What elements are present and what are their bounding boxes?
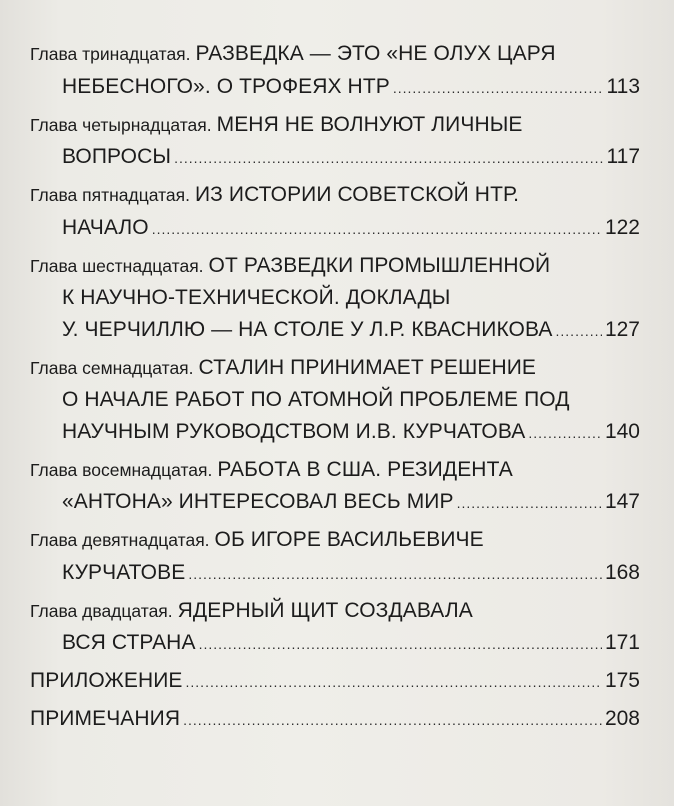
- dot-leader: [174, 143, 603, 175]
- chapter-title-line: У. ЧЕРЧИЛЛЮ — НА СТОЛЕ У Л.Р. КВАСНИКОВА: [62, 317, 553, 341]
- section-title: ПРИЛОЖЕНИЕ: [30, 669, 183, 692]
- toc-entry-line: [30, 250, 640, 283]
- chapter-label: Глава восемнадцатая.: [30, 459, 213, 480]
- chapter-title-line: РАБОТА В США. РЕЗИДЕНТА: [217, 457, 513, 481]
- chapter-title-line: ВОПРОСЫ: [62, 145, 172, 168]
- toc-entry-line: [30, 314, 640, 348]
- chapter-label: Глава четырнадцатая.: [30, 114, 212, 135]
- toc-entry-notes[interactable]: [30, 703, 640, 737]
- chapter-title-line: ИЗ ИСТОРИИ СОВЕТСКОЙ НТР.: [194, 183, 520, 206]
- toc-entry-line: [30, 212, 640, 246]
- page-number: 122: [604, 215, 640, 239]
- table-of-contents: [30, 38, 640, 741]
- page-number: 171: [604, 631, 640, 654]
- chapter-title-line: ОТ РАЗВЕДКИ ПРОМЫШЛЕННОЙ: [208, 253, 551, 277]
- page-number: 168: [604, 560, 640, 584]
- toc-entry-line: [30, 557, 640, 591]
- toc-entry-line: [30, 71, 640, 105]
- toc-entry-line: [30, 384, 640, 416]
- page-number: 175: [604, 669, 640, 692]
- toc-entry-line: [30, 109, 640, 142]
- page-number: 127: [604, 317, 640, 341]
- dot-leader: [188, 559, 602, 591]
- toc-entry[interactable]: [30, 250, 640, 348]
- dot-leader: [393, 73, 604, 105]
- chapter-label: Глава пятнадцатая.: [30, 185, 190, 205]
- chapter-title-line: К НАУЧНО-ТЕХНИЧЕСКОЙ. ДОКЛАДЫ: [62, 286, 451, 309]
- page-number: 140: [604, 419, 640, 443]
- toc-entry-line: [30, 282, 640, 314]
- page-number: 208: [604, 707, 640, 730]
- chapter-title-line: НАУЧНЫМ РУКОВОДСТВОМ И.В. КУРЧАТОВА: [62, 419, 526, 443]
- chapter-label: Глава тринадцатая.: [30, 44, 191, 64]
- dot-leader: [152, 214, 602, 246]
- dot-leader: [528, 418, 602, 450]
- toc-entry[interactable]: [30, 38, 640, 104]
- toc-entry-appendix[interactable]: [30, 665, 640, 699]
- chapter-label: Глава семнадцатая.: [30, 357, 194, 378]
- toc-entry[interactable]: [30, 595, 640, 661]
- toc-entry[interactable]: [30, 524, 640, 590]
- chapter-label: Глава девятнадцатая.: [30, 530, 210, 550]
- toc-entry[interactable]: [30, 352, 640, 450]
- chapter-title-line: КУРЧАТОВЕ: [62, 560, 186, 584]
- chapter-title-line: СТАЛИН ПРИНИМАЕТ РЕШЕНИЕ: [198, 355, 537, 379]
- toc-entry[interactable]: [30, 454, 640, 520]
- page-number: 147: [604, 490, 640, 513]
- toc-entry-line: [30, 703, 640, 737]
- chapter-label: Глава двадцатая.: [30, 600, 173, 621]
- page-number: 113: [606, 74, 640, 98]
- dot-leader: [183, 705, 602, 737]
- toc-entry-line: [30, 416, 640, 450]
- toc-entry-line: [30, 38, 640, 71]
- toc-entry-line: [30, 486, 640, 520]
- page-number: 117: [606, 145, 640, 168]
- toc-entry-line: [30, 454, 640, 487]
- toc-entry[interactable]: [30, 179, 640, 245]
- toc-entry-line: [30, 595, 640, 628]
- toc-entry[interactable]: [30, 109, 640, 175]
- toc-entry-line: [30, 627, 640, 661]
- toc-entry-line: [30, 524, 640, 557]
- dot-leader: [186, 667, 602, 699]
- dot-leader: [556, 316, 602, 348]
- toc-entry-line: [30, 352, 640, 385]
- toc-entry-line: [30, 179, 640, 212]
- toc-entry-line: [30, 665, 640, 699]
- toc-entry-line: [30, 141, 640, 175]
- chapter-title-line: ОБ ИГОРЕ ВАСИЛЬЕВИЧЕ: [214, 528, 484, 551]
- chapter-title-line: ВСЯ СТРАНА: [62, 631, 196, 654]
- chapter-label: Глава шестнадцатая.: [30, 255, 204, 276]
- section-title: ПРИМЕЧАНИЯ: [30, 707, 181, 730]
- dot-leader: [457, 488, 602, 520]
- chapter-title-line: РАЗВЕДКА — ЭТО «НЕ ОЛУХ ЦАРЯ: [195, 42, 556, 65]
- chapter-title-line: О НАЧАЛЕ РАБОТ ПО АТОМНОЙ ПРОБЛЕМЕ ПОД: [62, 388, 570, 411]
- dot-leader: [199, 629, 602, 661]
- chapter-title-line: МЕНЯ НЕ ВОЛНУЮТ ЛИЧНЫЕ: [216, 112, 523, 136]
- chapter-title-line: ЯДЕРНЫЙ ЩИТ СОЗДАВАЛА: [177, 598, 473, 622]
- chapter-title-line: НЕБЕСНОГО». О ТРОФЕЯХ НТР: [62, 74, 390, 98]
- chapter-title-line: «АНТОНА» ИНТЕРЕСОВАЛ ВЕСЬ МИР: [62, 490, 454, 513]
- chapter-title-line: НАЧАЛО: [62, 215, 149, 239]
